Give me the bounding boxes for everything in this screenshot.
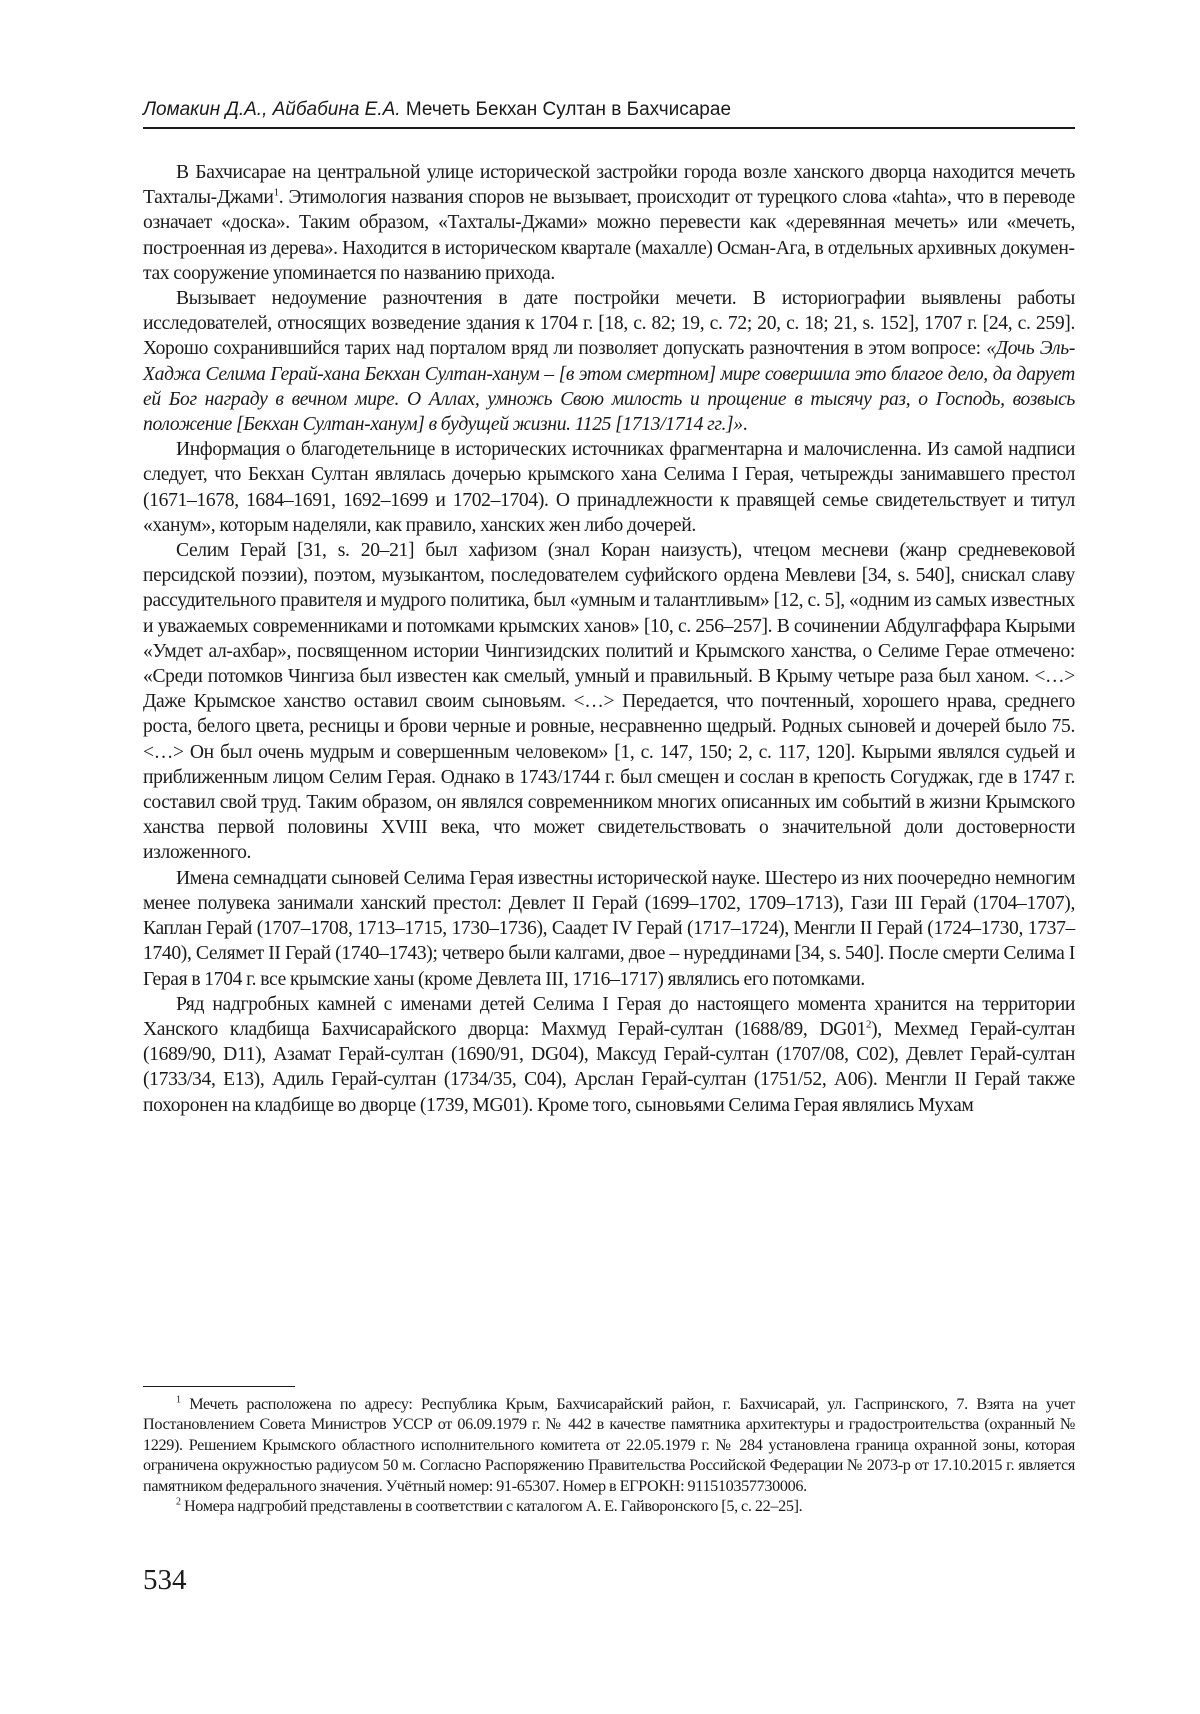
footnote-number: 2: [176, 1496, 181, 1508]
header-title: Мечеть Бекхан Султан в Бахчисарае: [405, 99, 732, 120]
paragraph: [143, 992, 1075, 1118]
footnote-number: 1: [176, 1394, 181, 1406]
paragraph-text: . Этимология названия споров не вызывает, происходит от турецкого слова «tahta», что в переводе означает «доска». Таким образом, «Тахталы-Джами» можно перевести как «деревянная мечеть» или «мечеть, построенная из дерева». Находится в историческом квартале (махалле) Осман-Ага, в отдельных архивных документах сооружение упоминается по названию прихода.: [143, 187, 1075, 284]
page-number: 534: [143, 1564, 187, 1596]
running-header: [143, 98, 1075, 129]
paragraph-text: ), Мехмед Герай-султан (1689/90, D11), Азамат Герай-султан (1690/91, DG04), Максуд Герай-султан (1707/08, C02), Девлет Герай-султан (1733/34, E13), Адиль Герай-султан (1734/35, C04), Арслан Герай-султан (1751/52, A06). Менгли II Герай также похоронен на кладбище во дворце (1739, MG01). Кроме того, сыновьями Селима Герая являлись Мухам: [143, 1018, 1075, 1116]
footnote-text: Мечеть расположена по адресу: Республика Крым, Бахчисарайский район, г. Бахчисарай, ул. Гаспринского, 7. Взята на учет Постановлением Совета Министров УССР от 06.09.1979 г. № 442 в качестве памятника архитектуры и градостроительства (охранный № 1229). Решением Крымского областного исполнительного комитета от 22.05.1979 г. № 284 установлена граница охранной зоны, которая ограничена окружностью радиусом 50 м. Согласно Распоряжению Правительства Российской Федерации № 2073-р от 17.10.2015 г. является памятником федерального значения. Учётный номер: 91-65307. Номер в ЕГРОКН: 911510357730006.: [143, 1395, 1075, 1495]
paragraph: [143, 286, 1075, 437]
header-authors: Ломакин Д.А., Айбабина Е.А.: [143, 99, 401, 120]
footnote-divider: [143, 1386, 295, 1387]
paragraph-text: .: [742, 414, 748, 436]
footnotes: [143, 1394, 1075, 1516]
paragraph-text: В Бахчисарае на центральной улице исторической застройки города возле ханского дворца находится мечеть Тахталы-Джами: [143, 162, 1075, 209]
footnote: [143, 1496, 1075, 1516]
article-body: [143, 160, 1075, 1118]
footnote: [143, 1394, 1075, 1496]
paragraph: [143, 160, 1075, 286]
inscription-quote: «Дочь Эль-Хаджа Селима Герай-хана Бекхан Султан-ханум – [в этом смертном] мире совершила это благое дело, да дарует ей Бог награду в вечном мире. О Аллах, умножь Свою милость и прощение в тысячу раз, о Господь, возвысь положение [Бекхан Султан-ханум] в будущей жизни. 1125 [1713/1714 гг.]»: [143, 338, 1075, 436]
paragraph-text: Ряд надгробных камней с именами детей Селима I Герая до настоящего момента хранится на территории Ханского кладбища Бахчисарайского дворца: Махмуд Герай-султан (1688/89, DG01: [143, 993, 1075, 1040]
footnote-ref[interactable]: 1: [273, 186, 279, 199]
paragraph: Селим Герай [31, s. 20–21] был хафизом (знал Коран наизусть), чтецом месневи (жанр средневековой персидской поэзии), поэтом, музыкантом, последователем суфийского ордена Мевлеви [34, s. 540], снискал славу рассудительного правителя и мудрого политика, был «умным и талантливым» [12, с. 5], «одним из самых известных и уважаемых современниками и потомками крымских ханов» [10, с. 256–257]. В сочинении Абдулгаффара Кырыми «Умдет ал-ахбар», посвященном истории Чингизидских политий и Крымского ханства, о Селиме Герае отмечено: «Среди потомков Чингиза был известен как смелый, умный и правильный. В Крыму четыре раза был ханом. <…> Даже Крымское ханство оставил своим сыновьям. <…> Передается, что почтенный, хорошего нрава, среднего роста, белого цвета, ресницы и брови черные и ровные, несравненно щедрый. Родных сыновей и дочерей было 75. <…> Он был очень мудрым и совершенным человеком» [1, с. 147, 150; 2, с. 117, 120]. Кырыми являлся судьей и приближенным лицом Селим Герая. Однако в 1743/1744 г. был смещен и сослан в крепость Согуджак, где в 1747 г. составил свой труд. Таким образом, он являлся современником многих описанных им событий в жизни Крымского ханства первой половины XVIII века, что может свидетельствовать о значительной доли достоверности изложенного.: [143, 540, 1075, 864]
paragraph: Информация о благодетельнице в исторических источниках фрагментарна и малочисленна. Из самой надписи следует, что Бекхан Султан являлась дочерью крымского хана Селима I Герая, четырежды занимавшего престол (1671–1678, 1684–1691, 1692–1699 и 1702–1704). О принадлежности к правящей семье свидетельствует и титул «ханум», которым наделяли, как правило, ханских жен либо дочерей.: [143, 439, 1075, 536]
footnote-ref[interactable]: 2: [865, 1018, 872, 1031]
paragraph-text: Вызывает недоумение разночтения в дате постройки мечети. В историографии выявлены работы исследователей, относящих возведение здания к 1704 г. [18, с. 82; 19, с. 72; 20, с. 18; 21, s. 152], 1707 г. [24, с. 259]. Хорошо сохранившийся тарих над порталом вряд ли позволяет допускать разночтения в этом вопросе:: [143, 288, 1075, 360]
paragraph: Имена семнадцати сыновей Селима Герая известны исторической науке. Шестеро из них поочередно немногим менее полувека занимали ханский престол: Девлет II Герай (1699–1702, 1709–1713), Гази III Герай (1704–1707), Каплан Герай (1707–1708, 1713–1715, 1730–1736), Саадет IV Герай (1717–1724), Менгли II Герай (1724–1730, 1737–1740), Селямет II Герай (1740–1743); четверо были калгами, двое – нуреддинами [34, s. 540]. После смерти Селима I Герая в 1704 г. все крымские ханы (кроме Девлета III, 1716–1717) являлись его потомками.: [143, 867, 1075, 990]
footnote-text: Номера надгробий представлены в соответствии с каталогом А. Е. Гайворонского [5, с. 22–25].: [180, 1497, 803, 1516]
